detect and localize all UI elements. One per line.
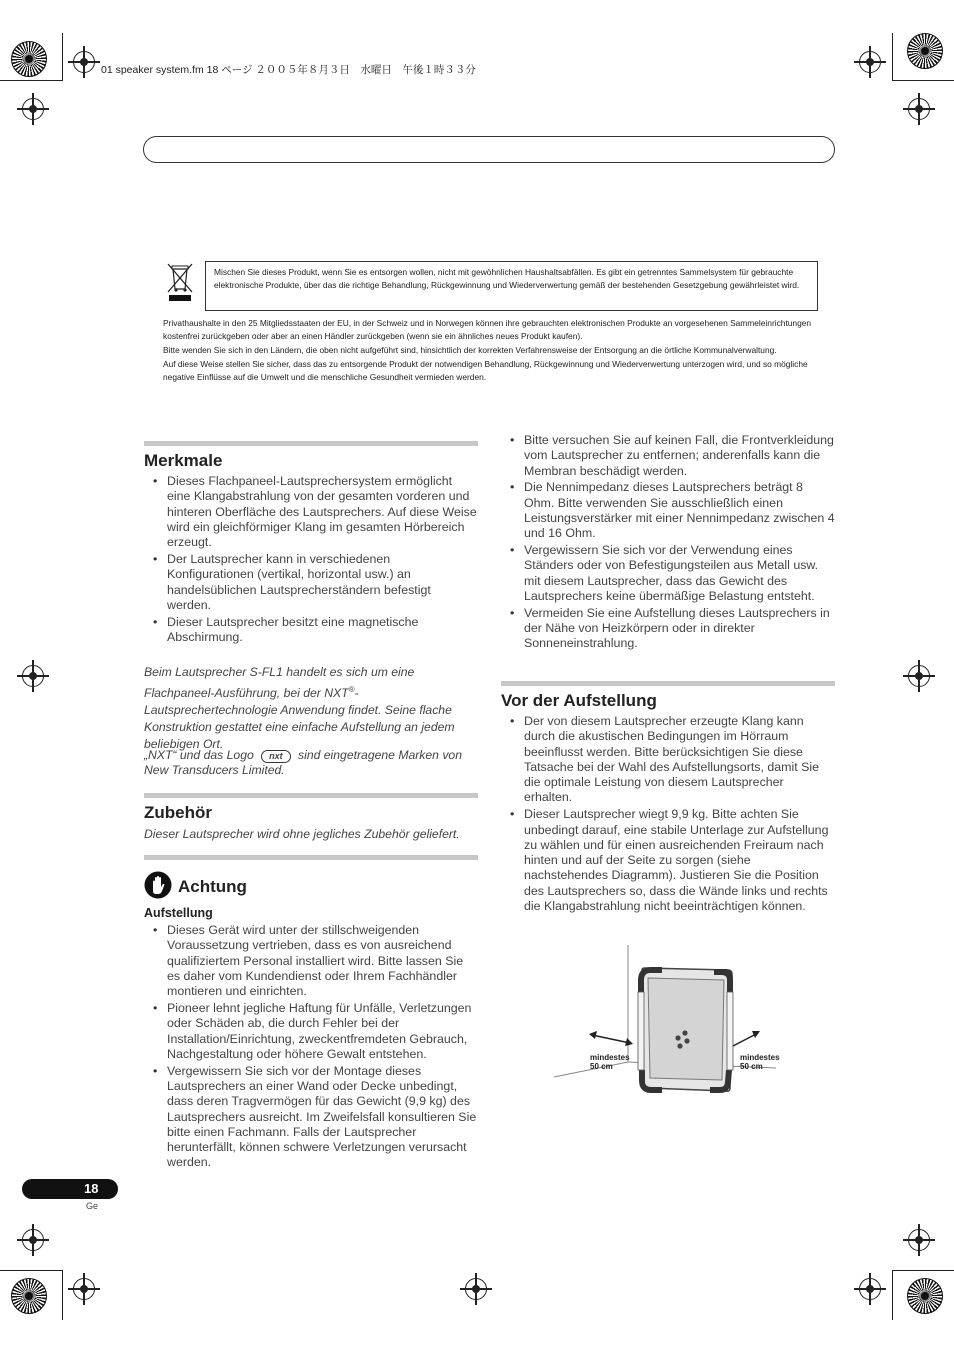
page-number-tab bbox=[22, 1179, 118, 1199]
registration-wheel-tr bbox=[907, 33, 943, 69]
left-clearance-label: mindestes bbox=[590, 1053, 630, 1062]
crop-line bbox=[892, 80, 954, 81]
disposal-paragraph: Bitte wenden Sie sich in den Ländern, die oben nicht aufgeführt sind, hinsichtlich der korrekten Verfahrensweise der Entsorgung an die örtliche Kommunalverwaltung. bbox=[163, 345, 777, 355]
language-code: Ge bbox=[86, 1201, 99, 1211]
note-text: Beim Lautsprecher S-FL1 handelt es sich um eine Flachpaneel-Ausführung, bei der NXT bbox=[144, 665, 415, 701]
trademark-note bbox=[144, 748, 478, 778]
note-text: „NXT“ und das Logo bbox=[144, 748, 254, 762]
list-item: • Dieser Lautsprecher besitzt eine magnetische Abschirmung. bbox=[144, 615, 478, 646]
achtung-subtitle: Aufstellung bbox=[144, 906, 213, 920]
list-item: • Vergewissern Sie sich vor der Verwendung eines Ständers oder von Befestigungsteilen aus Metall usw. mit diesem Lautsprecher, dass das Gewicht des Lautsprechers keine übermäßige Belastung entsteht. bbox=[501, 543, 835, 604]
placement-diagram bbox=[550, 940, 780, 1100]
merkmale-list bbox=[144, 474, 478, 647]
crop-line bbox=[892, 1270, 954, 1271]
achtung-list bbox=[144, 923, 478, 1172]
disposal-notice-box: Mischen Sie dieses Produkt, wenn Sie es entsorgen wollen, nicht mit gewöhnlichen Haushaltsabfällen. Es gibt ein getrenntes Sammelsystem für gebrauchte elektronische Produkte, über das die richtige Behandlung, Rückgewinnung und Wiederverwertung gemäß der bestehenden Gesetzgebung gewährleistet wird. bbox=[205, 261, 818, 311]
list-item: • Dieses Flachpaneel-Lautsprechersystem ermöglicht eine Klangabstrahlung von der gesamten vorderen und hinteren Oberfläche des Lautsprechers. Auf diese Weise wird ein gleichförmiger Klang im gesamten Hörbereich erzeugt. bbox=[144, 474, 478, 550]
crop-line bbox=[62, 1270, 63, 1320]
crop-line bbox=[892, 1270, 893, 1320]
section-title-vor-der-aufstellung: Vor der Aufstellung bbox=[501, 691, 657, 710]
disposal-notice-text bbox=[163, 317, 823, 385]
section-rule bbox=[144, 855, 478, 860]
left-clearance-value: 50 cm bbox=[590, 1062, 613, 1071]
nxt-technology-note bbox=[144, 664, 478, 753]
section-title-achtung: Achtung bbox=[178, 877, 247, 896]
right-clearance-value: 50 cm bbox=[740, 1062, 763, 1071]
list-item: • Pioneer lehnt jegliche Haftung für Unfälle, Verletzungen oder Schäden ab, die durch Fehler bei der Installation/Einrichtung, zweckentfremdeten Gebrauch, Nachgestaltung oder höhere Gewalt entstehen. bbox=[144, 1001, 478, 1062]
section-rule bbox=[501, 681, 835, 686]
registered-mark: ® bbox=[348, 685, 355, 694]
registration-mark bbox=[859, 51, 881, 73]
registration-mark bbox=[908, 98, 930, 120]
caution-hand-icon bbox=[144, 871, 172, 899]
note-text: -Lautsprechertechnologie Anwendung findet. Seine flache Konstruktion gestattet eine einfache Aufstellung an jedem beliebigen Ort. bbox=[144, 686, 455, 752]
registration-mark bbox=[22, 1229, 44, 1251]
registration-wheel-br bbox=[907, 1278, 943, 1314]
section-title-merkmale: Merkmale bbox=[144, 451, 223, 470]
registration-wheel-bl bbox=[11, 1278, 47, 1314]
header-bar bbox=[143, 136, 835, 163]
crop-line bbox=[0, 80, 62, 81]
list-item: • Der Lautsprecher kann in verschiedenen Konfigurationen (vertikal, horizontal usw.) an handelsüblichen Lautsprecherständern befestigt werden. bbox=[144, 552, 478, 613]
list-item: • Vergewissern Sie sich vor der Montage dieses Lautsprechers an einer Wand oder Decke unbedingt, dass deren Tragvermögen für das Gewicht (9,9 kg) des Lautsprechers ausreicht. Im Zweifelsfall konsultieren Sie bitte einen Fachmann. Falls der Lautsprecher herunterfällt, können schwere Verletzungen verursacht werden. bbox=[144, 1064, 478, 1171]
list-item: • Die Nennimpedanz dieses Lautsprechers beträgt 8 Ohm. Bitte verwenden Sie ausschließlich einen Leistungsverstärker mit einer Nennimpedanz zwischen 4 und 16 Ohm. bbox=[501, 480, 835, 541]
nxt-logo bbox=[261, 750, 291, 763]
registration-mark bbox=[908, 665, 930, 687]
vor-list bbox=[501, 714, 835, 916]
file-info-header: 01 speaker system.fm 18 ページ ２００５年８月３日 水曜日 午後１時３３分 bbox=[101, 64, 476, 76]
registration-mark bbox=[73, 51, 95, 73]
disposal-paragraph: Privathaushalte in den 25 Mitgliedsstaaten der EU, in der Schweiz und in Norwegen können ihre gebrauchten elektronischen Produkte an vorgesehenen Sammeleinrichtungen kostenfrei zurückgeben oder aber an einen Händler zurückgeben (wenn sie ein ähnliches neues Produkt kaufen). bbox=[163, 318, 812, 341]
registration-mark bbox=[73, 1278, 95, 1300]
list-item: • Dieser Lautsprecher wiegt 9,9 kg. Bitte achten Sie unbedingt darauf, eine stabile Unterlage zur Aufstellung zu wählen und für einen ausreichenden Freiraum nach hinten und auf der Seite zu sorgen (siehe nachstehendes Diagramm). Justieren Sie die Position des Lautsprechers so, dass die Wände links und rechts die Klangabstrahlung nicht beeinträchtigen können. bbox=[501, 807, 835, 914]
list-item: • Vermeiden Sie eine Aufstellung dieses Lautsprechers in der Nähe von Heizkörpern oder in direkter Sonneneinstrahlung. bbox=[501, 606, 835, 652]
registration-mark bbox=[22, 98, 44, 120]
registration-mark bbox=[908, 1229, 930, 1251]
section-rule bbox=[144, 793, 478, 798]
section-rule bbox=[144, 441, 478, 446]
crop-line bbox=[0, 1270, 62, 1271]
right-clearance-label: mindestes bbox=[740, 1053, 780, 1062]
crop-line bbox=[892, 33, 893, 81]
list-item: • Bitte versuchen Sie auf keinen Fall, die Frontverkleidung vom Lautsprecher zu entfernen; anderenfalls kann die Membran beschädigt werden. bbox=[501, 433, 835, 479]
registration-mark bbox=[22, 665, 44, 687]
registration-mark bbox=[465, 1278, 487, 1300]
registration-wheel-tl bbox=[11, 41, 47, 77]
page-number: 18 bbox=[84, 1181, 99, 1196]
crossed-bin-icon bbox=[165, 261, 195, 305]
safety-list bbox=[501, 433, 835, 653]
list-item: • Der von diesem Lautsprecher erzeugte Klang kann durch die akustischen Bedingungen im Hörraum beeinflusst werden. Bitte berücksichtigen Sie diese Tatsache bei der Wahl des Aufstellungsorts, damit Sie die optimale Leistung von diesem Lautsprecher erhalten. bbox=[501, 714, 835, 806]
zubehoer-text: Dieser Lautsprecher wird ohne jegliches Zubehör geliefert. bbox=[144, 827, 460, 841]
registration-mark bbox=[859, 1278, 881, 1300]
note-text: sind eingetragene Marken von New Transducers Limited. bbox=[144, 748, 462, 777]
section-title-zubehoer: Zubehör bbox=[144, 803, 212, 822]
nxt-logo-text: nxt bbox=[269, 751, 283, 761]
list-item: • Dieses Gerät wird unter der stillschweigenden Voraussetzung vertrieben, dass es von ausreichend qualifiziertem Personal installiert wird. Bitte lassen Sie es daher vom Kundendienst oder Ihrem Fachhändler montieren und einrichten. bbox=[144, 923, 478, 999]
disposal-paragraph: Auf diese Weise stellen Sie sicher, dass das zu entsorgende Produkt der notwendigen Behandlung, Rückgewinnung und Wiederverwertung unterzogen wird, und so mögliche negative Einflüsse auf die Umwelt und die menschliche Gesundheit vermieden werden. bbox=[163, 359, 808, 382]
crop-line bbox=[62, 33, 63, 81]
